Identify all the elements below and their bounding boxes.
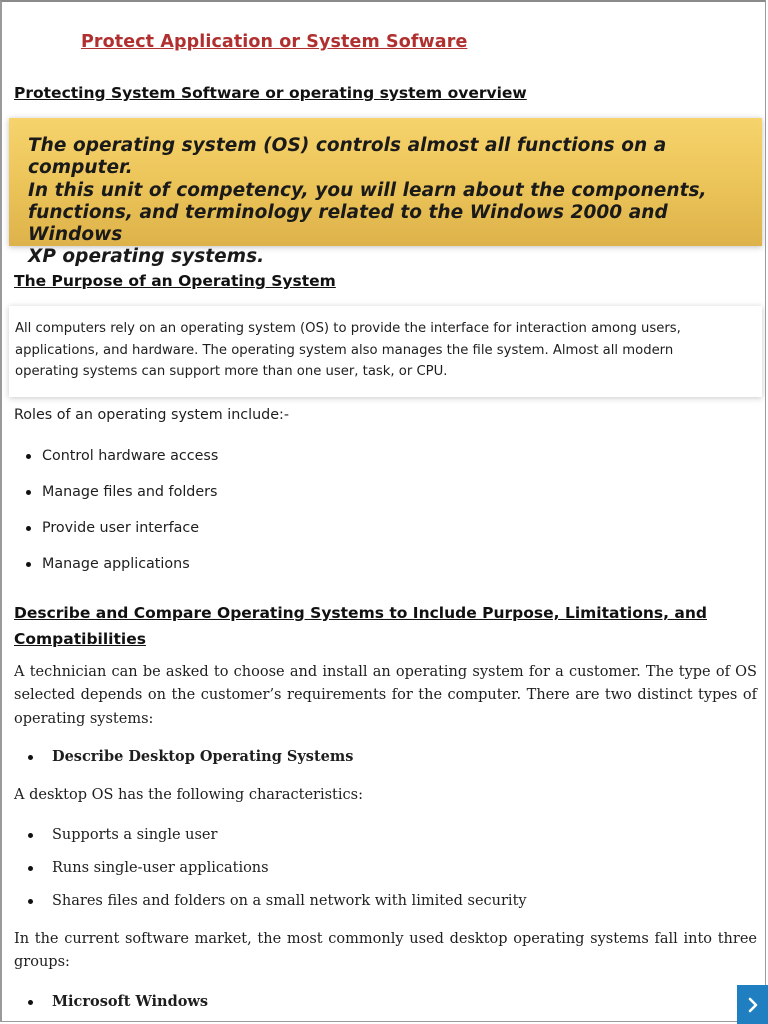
callout-line: The operating system (OS) controls almost all functions on a computer. <box>28 135 667 179</box>
callout-line: XP operating systems. <box>28 246 265 268</box>
callout-line: functions, and terminology related to the Windows 2000 and Windows <box>28 201 668 246</box>
callout-line: In this unit of competency, you will learn about the components, <box>28 179 707 201</box>
compare-heading-line: Describe and Compare Operating Systems to Include Purpose, Limitations, and <box>14 604 707 622</box>
desktop-os-heading: Describe Desktop Operating Systems <box>14 747 353 780</box>
list-item: Shares files and folders on a small network with limited security <box>14 891 527 924</box>
market-paragraph: In the current software market, the most commonly used desktop operating systems fall into three groups: <box>14 931 757 971</box>
roles-list <box>14 446 218 590</box>
roles-intro: Roles of an operating system include:- <box>14 407 290 423</box>
compare-heading <box>14 600 714 652</box>
purpose-line: All computers rely on an operating system (OS) to provide the interface for interaction among users, <box>15 321 681 336</box>
list-item: Control hardware access <box>14 446 218 482</box>
list-item: Supports a single user <box>14 825 527 858</box>
purpose-box <box>9 306 762 397</box>
technician-paragraph: A technician can be asked to choose and install an operating system for a customer. The type of OS selected depends on the customer’s requirements for the computer. There are two distinct types of operating systems: <box>14 664 757 727</box>
os-groups-list <box>14 992 208 1022</box>
purpose-heading: The Purpose of an Operating System <box>14 272 336 290</box>
chevron-right-icon <box>746 997 760 1013</box>
list-item: Manage applications <box>14 554 218 590</box>
purpose-line: applications, and hardware. The operating system also manages the file system. Almost all modern <box>15 342 674 358</box>
desktop-intro: A desktop OS has the following characteristics: <box>14 787 363 803</box>
list-item: Manage files and folders <box>14 482 218 518</box>
overview-heading: Protecting System Software or operating system overview <box>14 84 527 102</box>
list-item: Microsoft Windows <box>14 992 208 1022</box>
desktop-heading-list <box>14 747 353 780</box>
page-title[interactable]: Protect Application or System Sofware <box>81 32 468 52</box>
list-item: Provide user interface <box>14 518 218 554</box>
intro-callout <box>9 118 762 268</box>
list-item: Runs single-user applications <box>14 858 527 891</box>
desktop-characteristics-list <box>14 825 527 924</box>
purpose-line: operating systems can support more than one user, task, or CPU. <box>15 364 448 379</box>
compare-heading-line: Compatibilities <box>14 630 146 648</box>
next-page-button[interactable] <box>737 985 768 1024</box>
